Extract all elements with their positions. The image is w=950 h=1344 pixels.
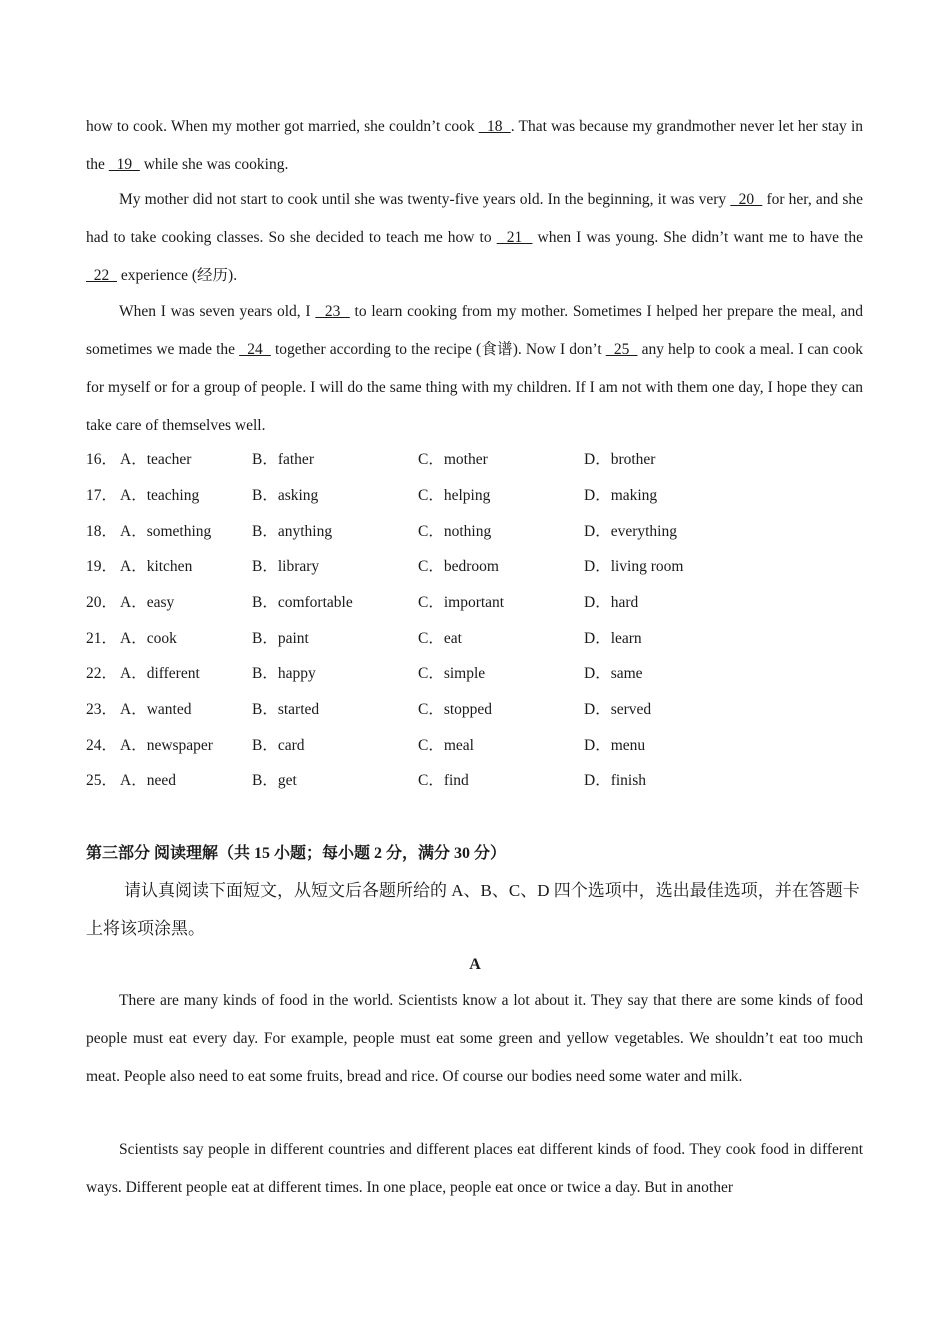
option-c: C．mother <box>418 451 488 468</box>
option-d: D．served <box>584 701 652 718</box>
question-number: 24． <box>86 737 118 754</box>
option-a: A．need <box>120 772 176 789</box>
question-number: 21． <box>86 630 118 647</box>
option-b: B．get <box>252 772 297 789</box>
option-a: A．something <box>120 523 212 540</box>
question-row <box>86 621 863 657</box>
option-b: B．comfortable <box>252 594 353 611</box>
cloze-paragraph-2 <box>86 181 863 295</box>
text: together according to the recipe (食谱). Now I don’t <box>270 341 606 358</box>
question-number: 17． <box>86 487 118 504</box>
section-instruction: 请认真阅读下面短文，从短文后各题所给的 A、B、C、D 四个选项中，选出最佳选项，并在答题卡上将该项涂黑。 <box>86 881 860 938</box>
question-number: 22． <box>86 665 118 682</box>
reading-paragraph-2: Scientists say people in different countries and different places eat different kinds of food. They cook food in different ways. Different people eat at different times. In one place, people eat once or twice a day. But in another <box>86 1141 863 1196</box>
text: how to cook. When my mother got married, she couldn’t cook <box>86 118 479 135</box>
option-b: B．asking <box>252 487 319 504</box>
text: to learn cooking from my mother. Sometimes I helped her prepare the meal, and sometimes we made the <box>86 303 863 358</box>
option-d: D．same <box>584 665 643 682</box>
option-d: D．menu <box>584 737 646 754</box>
question-row <box>86 478 863 514</box>
question-row <box>86 514 863 550</box>
option-d: D．finish <box>584 772 647 789</box>
question-number: 20． <box>86 594 118 611</box>
reading-paragraph-1: There are many kinds of food in the world. Scientists know a lot about it. They say that there are some kinds of food people must eat every day. For example, people must eat some green and yellow vegetables. We shouldn’t eat too much meat. People also need to eat some fruits, bread and rice. Of course our bodies need some water and milk. <box>86 992 863 1085</box>
option-a: A．kitchen <box>120 558 193 575</box>
option-d: D．learn <box>584 630 642 647</box>
text: any help to cook a meal. I can cook for myself or for a group of people. I will do the same thing with my children. If I am not with them one day, I hope they can take care of themselves well. <box>86 341 863 434</box>
question-row <box>86 728 863 764</box>
option-b: B．library <box>252 558 320 575</box>
option-b: B．anything <box>252 523 333 540</box>
text: experience (经历). <box>117 267 238 284</box>
option-d: D．everything <box>584 523 677 540</box>
blank-23: 23 <box>315 303 350 320</box>
option-b: B．paint <box>252 630 309 647</box>
option-a: A．teaching <box>120 487 200 504</box>
option-a: A．cook <box>120 630 177 647</box>
option-a: A．easy <box>120 594 175 611</box>
question-number: 18． <box>86 523 118 540</box>
question-row <box>86 656 863 692</box>
option-d: D．hard <box>584 594 639 611</box>
question-number: 23． <box>86 701 118 718</box>
option-a: A．different <box>120 665 200 682</box>
option-a: A．newspaper <box>120 737 213 754</box>
option-c: C．helping <box>418 487 491 504</box>
question-row <box>86 692 863 728</box>
blank-22: 22 <box>86 267 117 284</box>
option-c: C．stopped <box>418 701 493 718</box>
text: when I was young. She didn’t want me to have the <box>532 229 863 246</box>
question-row <box>86 549 863 585</box>
question-number: 16． <box>86 451 118 468</box>
option-b: B．card <box>252 737 305 754</box>
option-d: D．brother <box>584 451 656 468</box>
passage-label: A <box>469 956 481 973</box>
blank-25: 25 <box>605 341 638 358</box>
option-b: B．started <box>252 701 320 718</box>
option-c: C．bedroom <box>418 558 499 575</box>
blank-21: 21 <box>496 229 533 246</box>
option-a: A．teacher <box>120 451 192 468</box>
text: My mother did not start to cook until she was twenty-five years old. In the beginning, it was very <box>119 191 731 208</box>
cloze-paragraph-3 <box>86 293 863 445</box>
blank-24: 24 <box>239 341 271 358</box>
section-title: 第三部分 阅读理解（共 15 小题；每小题 2 分，满分 30 分） <box>86 845 507 862</box>
blank-18: 18 <box>478 118 511 135</box>
cloze-paragraph-1 <box>86 108 863 184</box>
option-c: C．important <box>418 594 505 611</box>
question-row <box>86 763 863 799</box>
option-b: B．father <box>252 451 314 468</box>
option-c: C．meal <box>418 737 474 754</box>
option-c: C．nothing <box>418 523 492 540</box>
question-row <box>86 442 863 478</box>
question-row <box>86 585 863 621</box>
question-number: 25． <box>86 772 118 789</box>
option-d: D．living room <box>584 558 684 575</box>
option-d: D．making <box>584 487 658 504</box>
option-b: B．happy <box>252 665 316 682</box>
text: while she was cooking. <box>139 156 289 173</box>
blank-20: 20 <box>730 191 763 208</box>
option-c: C．find <box>418 772 469 789</box>
option-c: C．eat <box>418 630 462 647</box>
text: When I was seven years old, I <box>119 303 316 320</box>
blank-19: 19 <box>108 156 140 173</box>
text: . That was because my grandmother never let her stay in the <box>86 118 863 173</box>
option-c: C．simple <box>418 665 486 682</box>
text: for her, and she had to take cooking classes. So she decided to teach me how to <box>86 191 863 246</box>
option-a: A．wanted <box>120 701 192 718</box>
question-number: 19． <box>86 558 118 575</box>
